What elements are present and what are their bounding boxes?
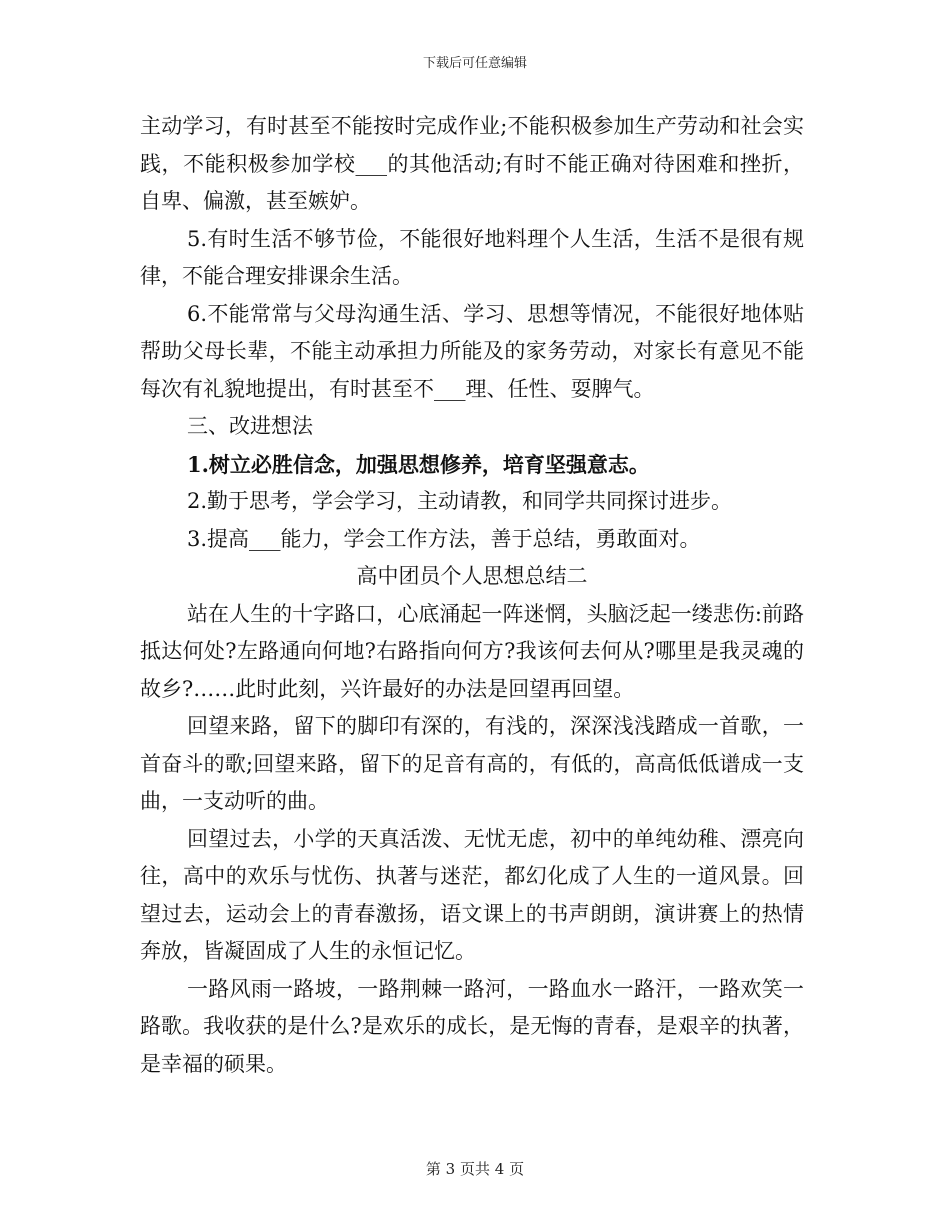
page-header: 下载后可任意编辑 [422,56,527,71]
paragraph-harvest: 一路风雨一路坡，一路荆棘一路河，一路血水一路汗，一路欢笑一路歌。我收获的是什么?是欢乐的成长，是无悔的青春，是艰辛的执著，是幸福的硕果。 [140,976,804,1076]
section-heading-improvement: 三、改进想法 [187,414,313,438]
paragraph-crossroads: 站在人生的十字路口，心底涌起一阵迷惘，头脑泛起一缕悲伤:前路抵达何处?左路通向何地?右路指向何方?我该何去何从?哪里是我灵魂的故乡?……此时此刻，兴许最好的办法是回望再回望。 [140,601,804,701]
article-title: 高中团员个人思想总结二 [356,564,588,588]
improvement-item-1: 1.树立必胜信念，加强思想修养，培育坚强意志。 [187,451,650,477]
paragraph-look-back-road: 回望来路，留下的脚印有深的，有浅的，深深浅浅踏成一首歌，一首奋斗的歌;回望来路，留下的足音有高的，有低的，高高低低谱成一支曲，一支动听的曲。 [140,714,804,813]
paragraph-item-6: 6.不能常常与父母沟通生活、学习、思想等情况，不能很好地体贴帮助父母长辈，不能主动承担力所能及的家务劳动，对家长有意见不能每次有礼貌地提出，有时甚至不___理、任性、耍脾气。 [140,301,804,401]
improvement-item-2: 2.勤于思考，学会学习，主动请教，和同学共同探讨进步。 [187,489,733,513]
improvement-item-3: 3.提高___能力，学会工作方法，善于总结，勇敢面对。 [187,526,701,551]
document-body [140,108,804,1083]
page-footer: 第 3 页共 4 页 [425,1160,525,1178]
paragraph-continuation: 主动学习，有时甚至不能按时完成作业;不能积极参加生产劳动和社会实践，不能积极参加学校___的其他活动;有时不能正确对待困难和挫折，自卑、偏激，甚至嫉妒。 [140,114,804,213]
paragraph-item-5: 5.有时生活不够节俭，不能很好地料理个人生活，生活不是很有规律，不能合理安排课余生活。 [140,226,804,288]
paragraph-look-back-past: 回望过去，小学的天真活泼、无忧无虑，初中的单纯幼稚、漂亮向往，高中的欢乐与忧伤、执著与迷茫，都幻化成了人生的一道风景。回望过去，运动会上的青春激扬，语文课上的书声朗朗，演讲赛上的热情奔放，皆凝固成了人生的永恒记忆。 [140,826,804,963]
